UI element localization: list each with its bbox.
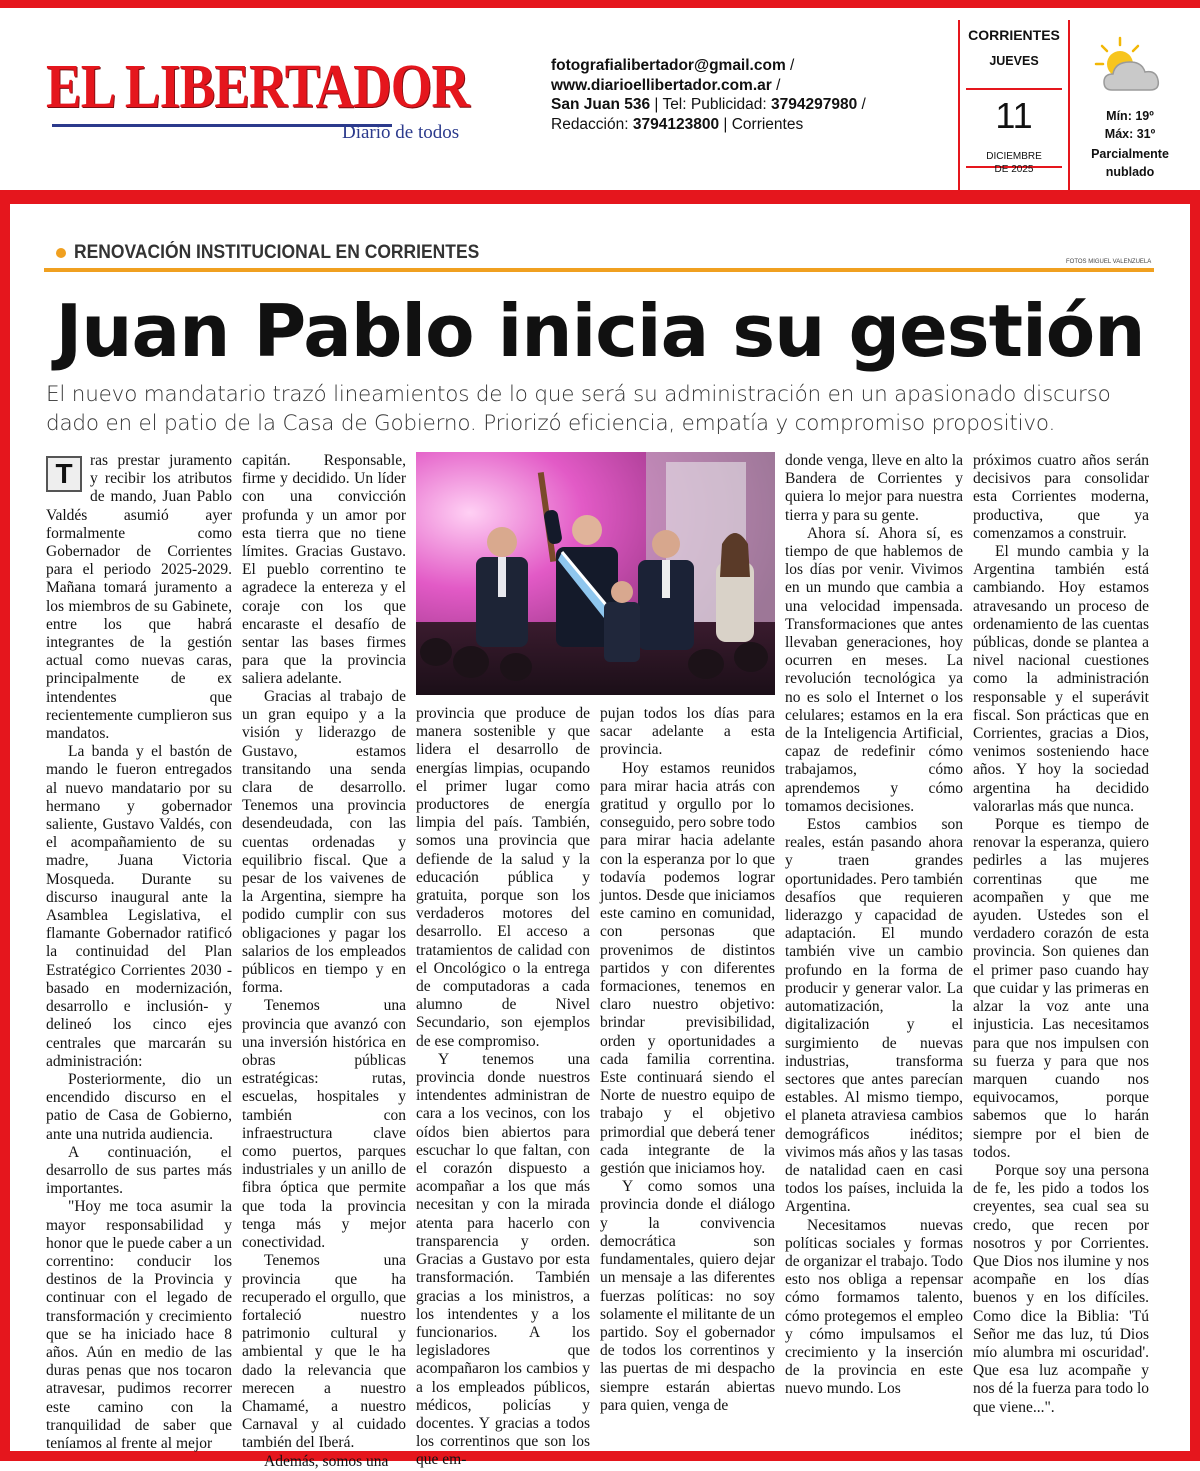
masthead-rule — [52, 124, 392, 127]
contact-newsroom-label: Redacción: — [551, 115, 629, 133]
paragraph: Posteriormente, dio un encendido discurso en el patio de Casa de Gobierno, ante una nutrida audiencia. — [46, 1070, 232, 1143]
date-box — [958, 20, 1070, 190]
paragraph: Tenemos una provincia que avanzó con una inversión histórica en obras públicas estratégicas: rutas, escuelas, hospitales y también con infraestructura clave como puertos, parques industriales y un anillo de fibra óptica que permite que toda la provincia tenga más y mejor conectividad. — [242, 997, 406, 1252]
photo-credit: FOTOS MIGUEL VALENZUELA — [1066, 259, 1152, 265]
contact-email[interactable]: fotografialibertador@gmail.com — [551, 57, 786, 74]
kicker-bullet — [56, 248, 66, 258]
paragraph: A continuación, el desarrollo de sus partes más importantes. — [46, 1143, 232, 1198]
weather-max: Máx: 31º — [1104, 127, 1156, 141]
weather-box — [1078, 28, 1182, 188]
masthead-title: EL LIBERTADOR — [46, 53, 470, 121]
paragraph: Necesitamos nuevas políticas sociales y formas de organizar el trabajo. Todo esto nos obliga a repensar cómo formamos talento, cómo protegemos el empleo y cómo impulsamos el crecimiento y la inserción de la provincia en este nuevo mundo. Los — [785, 1216, 963, 1398]
paragraph: Además, somos una — [264, 1452, 389, 1470]
contact-address: San Juan 536 — [551, 96, 651, 113]
paragraph: Y como somos una provincia donde el diálogo y la convivencia democrática son fundamentales, quiero dejar un mensaje a las diferentes fuerzas políticas: no soy solamente el militante de un partido. Soy el gobernador de todos los correntinos y las puertas de mi despacho siempre estarán abiertas para quien, venga de — [600, 1178, 775, 1414]
masthead-logo[interactable] — [46, 53, 471, 146]
paragraph: próximos cuatro años serán decisivos para consolidar esta Corrientes moderna, productiva, que ya comenzamos a construir. — [973, 452, 1149, 542]
date-day: 11 — [995, 95, 1033, 136]
weather-min: Mín: 19º — [1106, 109, 1154, 123]
paragraph: Tenemos una provincia que ha recuperado el orgullo, que fortaleció nuestro patrimonio cultural y ambiental y que le ha dado la relevancia que merecen a nuestro Chamamé, a nuestro Carnaval y al cuidado también del Iberá. — [242, 1252, 406, 1452]
contact-info: fotografialibertador@gmail.com / www.diarioellibertador.com.ar / San Juan 536 | Tel: Publicidad: 3794297980 / Redacción: 3794123800 | Corrientes — [551, 57, 866, 133]
paragraph: Gracias al trabajo de un gran equipo y a la visión y liderazgo de Gustavo, estamos transitando una senda clara de desarrollo. Tenemos una provincia desendeudada, con las cuentas ordenadas y equilibrio fiscal. Que a pesar de los vaivenes de la Argentina, siempre ha podido cumplir con sus obligaciones y pagar los salarios de los empleados públicos en tiempo y en forma. — [242, 688, 406, 997]
date-year: DE 2025 — [994, 164, 1034, 175]
contact-city: Corrientes — [731, 115, 804, 133]
article-column-2-top — [242, 452, 406, 689]
paragraph: capitán. Responsable, firme y decidido. Un líder con una convicción profunda y un amor por esta tierra que no tiene límites. Gracias Gustavo. El pueblo correntino te agradece la entereza y el coraje con los que encaraste el desafío de sentar las bases firmes para que la provincia saliera adelante. — [242, 452, 406, 688]
masthead-subtitle: Diario de todos — [342, 122, 460, 143]
contact-newsroom-phone: 3794123800 — [632, 115, 720, 133]
contact-ads-label: Tel: Publicidad: — [662, 96, 767, 113]
date-month: DICIEMBRE — [986, 151, 1042, 162]
paragraph: donde venga, lleve en alto la Bandera de Corrientes y quiera lo mejor para nuestra tierra y para su gente. — [785, 452, 963, 524]
article-column-3 — [416, 705, 590, 1470]
kicker-rule — [44, 268, 1154, 272]
date-weekday: JUEVES — [989, 54, 1039, 68]
paragraph: Porque es tiempo de renovar la esperanza, quiero pedirles a las mujeres correntinas que me acompañen y que me ayuden. Ustedes son el verdadero corazón de esta provincia. Son quienes dan el primer paso cuando hay que cuidar y las primeras en alzar la voz ante una injusticia. Las necesitamos para que nos impulsen con su fuerza y para que nos marquen cuando nos equivocamos, porque sabemos que lo harán siempre por el bien de todos. — [973, 816, 1149, 1161]
date-month-year — [960, 150, 1068, 176]
paragraph: Porque soy una persona de fe, les pido a todos los creyentes, sea cual sea su credo, que recen por nosotros y por Corrientes. Que Dios nos ilumine y nos acompañe en los días buenos y en los difíciles. Como dice la Biblia: 'Tú Señor me das luz, tú Dios mío alumbra mi oscuridad'. Que esa luz acompañe y nos dé la fuerza para todo lo que viene...". — [973, 1161, 1149, 1416]
paragraph: pujan todos los días para sacar adelante a esta provincia. — [600, 705, 775, 759]
article-column-2 — [242, 688, 406, 1471]
paragraph: Hoy estamos reunidos para mirar hacia atrás con gratitud y orgullo por lo conseguido, pero sobre todo para mirar hacia adelante con la esperanza por lo que todavía podemos lograr juntos. Desde que iniciamos este camino en comunidad, con personas que provenimos de distintos partidos y con diferentes formaciones, tenemos en claro nuestro objetivo: brindar previsibilidad, orden y oportunidades a cada familia correntina. Este continuará siendo el Norte de nuestro equipo de trabajo y el objetivo primordial que deberá tener cada integrante de la gestión que iniciamos hoy. — [600, 759, 775, 1178]
paragraph: Ahora sí. Ahora sí, es tiempo de que hablemos de los días por venir. Vivimos en un mundo que cambia a una velocidad impensada. Transformaciones que antes llevaban generaciones, hoy ocurren en meses. La revolución tecnológica ya no es solo el Internet o los celulares; estamos en la era de la Inteligencia Artificial, capaz de redefinir cómo trabajamos, cómo aprendemos y cómo tomamos decisiones. — [785, 524, 963, 815]
partly-cloudy-icon — [1090, 32, 1170, 102]
article-column-1 — [46, 452, 232, 1453]
paragraph: provincia que produce de manera sostenible y que lidera el desarrollo de energías limpias, ocupando el primer lugar como productores de energía limpia del país. También, somos una provincia que defiende de la salud y la educación pública y gratuita, porque son los verdaderos motores del desarrollo. El acceso a tratamientos de calidad con el Oncológico o la entrega de computadoras a cada alumno de Nivel Secundario, son ejemplos de ese compromiso. — [416, 705, 590, 1050]
article-photo[interactable] — [416, 452, 775, 695]
article-headline[interactable]: Juan Pablo inicia su gestión — [55, 289, 1145, 373]
paragraph: La banda y el bastón de mando le fueron entregados al nuevo mandatario por su hermano y gobernador saliente, Gustavo Valdés, con el acompañamiento de su madre, Juana Victoria Mosqueda. Durante su discurso inaugural ante la Asamblea Legislativa, el flamante Gobernador ratificó la continuidad del Plan Estratégico Corrientes 2030 -basado en modernización, desarrollo e inclusión- y delineó los cinco ejes centrales que marcarán su administración: — [46, 743, 232, 1070]
paragraph: ras prestar juramento y recibir los atributos de mando, Juan Pablo Valdés asumió ayer formalmente como Gobernador de Corrientes para el periodo 2025-2029. Mañana tomará juramento a los miembros de su Gabinete, entre los que habrá integrantes de la gestión actual como nuevas caras, principalmente de ex intendentes que recientemente cumplieron sus mandatos. — [46, 452, 232, 743]
dropcap: T — [46, 456, 82, 492]
article-kicker: RENOVACIÓN INSTITUCIONAL EN CORRIENTES — [74, 242, 480, 263]
weather-description: Parcialmente nublado — [1091, 147, 1169, 179]
paragraph: Y tenemos una provincia donde nuestros intendentes administran de cara a los vecinos, con los oídos bien abiertos para escuchar lo que faltan, con el corazón dispuesto a acompañar a los que más necesitan y con la mirada atenta para hacerlo con transparencia y orden. Gracias a Gustavo por esta transformación. También gracias a los ministros, a los intendentes y a los funcionarios. A los legisladores que acompañaron los cambios y a los empleados públicos, médicos, policías y docentes. Y gracias a todos los correntinos que son los que em- — [416, 1050, 590, 1469]
paragraph: El mundo cambia y la Argentina también está cambiando. Hoy estamos atravesando un proceso de ordenamiento de las cuentas públicas, donde se plantea a nivel nacional cuestiones como la administración responsable y el superávit fiscal. Son prácticas que en Corrientes, gracias a Dios, venimos sosteniendo hace años. Y hoy la sociedad argentina ha decidido valorarlas más que nunca. — [973, 543, 1149, 815]
article-column-6 — [973, 452, 1149, 1417]
paragraph: Estos cambios son reales, están pasando ahora y traen grandes oportunidades. Pero también desafíos que requieren liderazgo y capacidad de adaptación. El mundo también vive un cambio profundo en la forma de producir y generar valor. La automatización, la digitalización y el surgimiento de nuevas industrias, transforma sectores que antes parecían estables. Al mismo tiempo, el planeta atraviesa cambios demográficos inéditos; vivimos más años y las tasas de natalidad caen en casi todos los países, incluida la Argentina. — [785, 816, 963, 1216]
top-red-bar — [0, 0, 1200, 8]
article-column-5 — [785, 452, 963, 1399]
contact-website[interactable]: www.diarioellibertador.com.ar — [551, 76, 772, 94]
date-city: CORRIENTES — [968, 27, 1060, 43]
article-column-4 — [600, 705, 775, 1415]
paragraph: "Hoy me toca asumir la mayor responsabilidad y honor que le puede caber a un correntino: conducir los destinos de la Provincia y continuar con el legado de transformación y crecimiento que se ha iniciado hace 8 años. Aún en medio de las duras penas que nos tocaron atravesar, pudimos recorrer este camino con la tranquilidad de saber que teníamos al frente al mejor — [46, 1198, 232, 1452]
article-lead: El nuevo mandatario trazó lineamientos de lo que será su administración en un apasionado discurso dado en el patio de la Casa de Gobierno. Priorizó eficiencia, empatía y compromiso propositivo. — [46, 382, 1111, 436]
contact-ads-phone: 3794297980 — [771, 96, 858, 113]
